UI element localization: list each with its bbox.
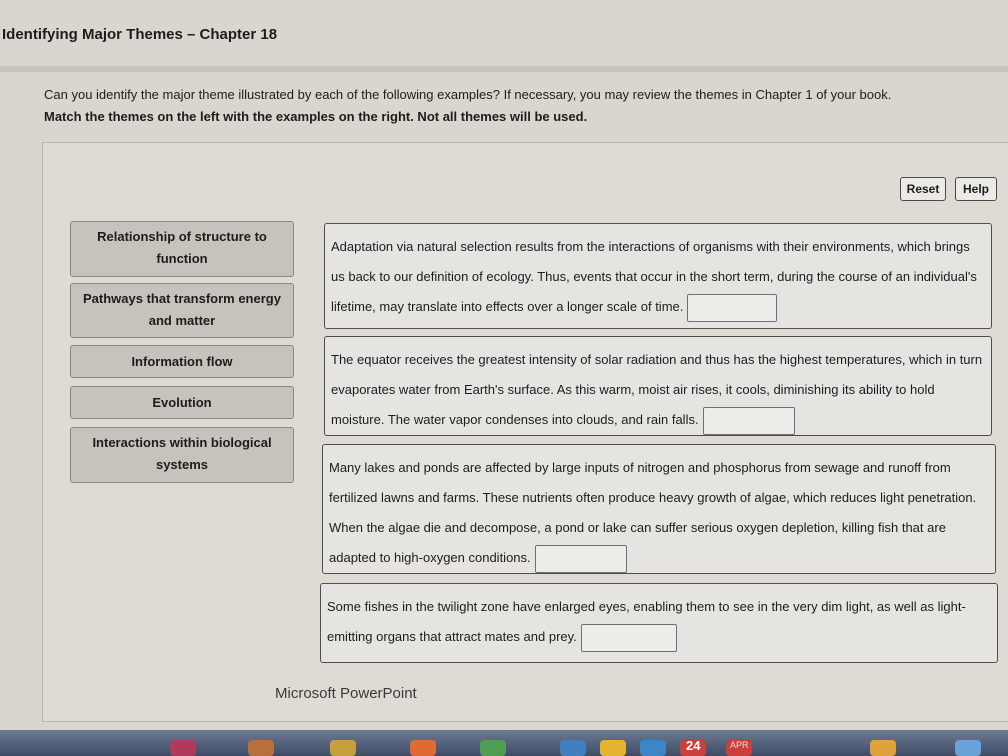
app-icon[interactable] [955, 740, 981, 756]
dock [0, 730, 1008, 756]
app-icon[interactable] [330, 740, 356, 756]
example-card-3 [322, 444, 996, 574]
app-icon[interactable] [248, 740, 274, 756]
divider [0, 66, 1008, 72]
example-card-2 [324, 336, 992, 436]
help-button[interactable]: Help [955, 177, 997, 201]
app-icon[interactable] [560, 740, 586, 756]
app-icon[interactable] [410, 740, 436, 756]
example-card-1 [324, 223, 992, 329]
example-card-4 [320, 583, 998, 663]
app-icon[interactable] [600, 740, 626, 756]
app-icon[interactable] [640, 740, 666, 756]
drop-target-3[interactable] [535, 545, 627, 573]
example-text-4: Some fishes in the twilight zone have enlarged eyes, enabling them to see in the very dim light, as well as light-emitting organs that attract mates and prey. [327, 599, 966, 644]
reset-button[interactable]: Reset [900, 177, 946, 201]
theme-energy-matter[interactable]: Pathways that transform energy and matter [70, 283, 294, 338]
drop-target-4[interactable] [581, 624, 677, 652]
example-text-2: The equator receives the greatest intensity of solar radiation and thus has the highest temperatures, which in turn evaporates water from Earth's surface. As this warm, moist air rises, it cools, diminishing its ability to hold moisture. The water vapor condenses into clouds, and rain falls. [331, 352, 983, 427]
app-icon[interactable] [870, 740, 896, 756]
calendar-month: APR [730, 740, 749, 750]
app-icon[interactable] [480, 740, 506, 756]
calendar-day: 24 [686, 738, 701, 753]
instructions [44, 86, 994, 126]
example-text-1: Adaptation via natural selection results from the interactions of organisms with their environments, which brings us back to our definition of ecology. Thus, events that occur in the short term, during the course of an individual's lifetime, may translate into effects over a longer scale of time. [331, 239, 977, 314]
app-icon[interactable] [170, 740, 196, 756]
instructions-line-1: Can you identify the major theme illustrated by each of the following examples? If necessary, you may review the themes in Chapter 1 of your book. [44, 87, 892, 102]
example-text-3: Many lakes and ponds are affected by large inputs of nitrogen and phosphorus from sewage and runoff from fertilized lawns and farms. These nutrients often produce heavy growth of algae, which reduces light penetration. When the algae die and decompose, a pond or lake can suffer serious oxygen depletion, killing fish that are adapted to high-oxygen conditions. [329, 460, 977, 565]
theme-interactions[interactable]: Interactions within biological systems [70, 427, 294, 483]
theme-structure-function[interactable]: Relationship of structure to function [70, 221, 294, 277]
drop-target-2[interactable] [703, 407, 795, 435]
drop-target-1[interactable] [687, 294, 777, 322]
page-title: Identifying Major Themes – Chapter 18 [2, 26, 278, 43]
powerpoint-tooltip: Microsoft PowerPoint [275, 685, 417, 702]
instructions-line-2: Match the themes on the left with the examples on the right. Not all themes will be used. [44, 109, 588, 124]
theme-evolution[interactable]: Evolution [70, 386, 294, 419]
theme-information-flow[interactable]: Information flow [70, 345, 294, 378]
